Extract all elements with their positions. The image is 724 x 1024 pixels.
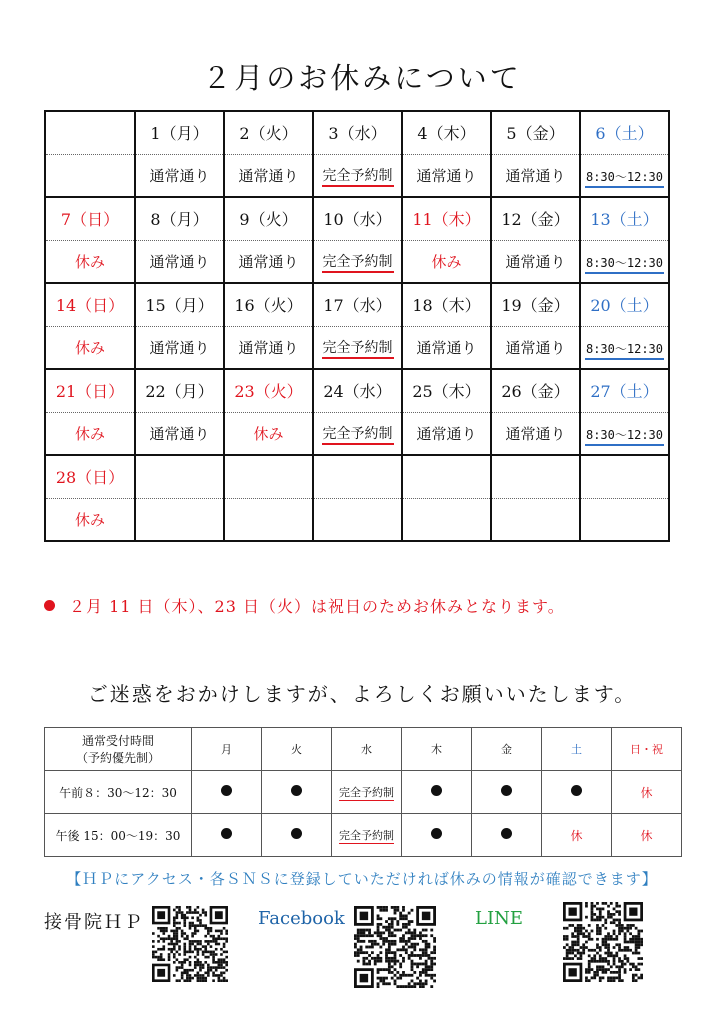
status-normal: 通常通り (505, 338, 566, 357)
calendar-date-cell (135, 111, 224, 154)
calendar-date-row (45, 455, 669, 498)
hours-day-tue: 火 (262, 728, 332, 771)
hours-cell (332, 771, 402, 814)
calendar-info-row (45, 326, 669, 369)
calendar-info-cell (580, 240, 669, 283)
calendar-date-cell (491, 455, 580, 498)
calendar-date-label: 17（水） (323, 296, 392, 316)
calendar-date-cell (45, 455, 135, 498)
calendar-date-row (45, 283, 669, 326)
calendar-date-row (45, 111, 669, 154)
status-closed: 休み (431, 252, 462, 271)
calendar-date-label: 1（月） (150, 124, 209, 144)
calendar-date-label: 16（火） (234, 296, 303, 316)
calendar-info-cell (580, 154, 669, 197)
calendar-info-cell (580, 498, 669, 541)
status-closed: 休み (74, 252, 105, 271)
hours-day-sun-holiday: 日・祝 (612, 728, 682, 771)
calendar-info-cell (224, 498, 313, 541)
hours-header-line2: （予約優先制） (75, 751, 160, 765)
status-saturday-hours: 8:30〜12:30 (585, 170, 664, 188)
calendar-info-cell (313, 240, 402, 283)
calendar-date-label: 20（土） (590, 296, 659, 316)
open-dot-icon (221, 785, 232, 796)
hours-table (44, 727, 682, 857)
calendar-date-cell (491, 283, 580, 326)
open-dot-icon (571, 785, 582, 796)
calendar-date-cell (402, 197, 491, 240)
calendar-date-label: 27（土） (590, 382, 659, 402)
calendar-date-cell (580, 283, 669, 326)
calendar-info-cell (313, 154, 402, 197)
status-closed: 休み (74, 338, 105, 357)
calendar-date-cell (135, 369, 224, 412)
status-normal: 通常通り (149, 166, 210, 185)
closed-mark: 休 (640, 785, 653, 800)
reservation-only-mark: 完全予約制 (339, 786, 394, 799)
qr-code-facebook-icon[interactable] (354, 906, 436, 988)
calendar-info-cell (491, 326, 580, 369)
calendar-info-cell (135, 498, 224, 541)
calendar-date-label: 28（日） (55, 468, 125, 488)
hours-header-label (45, 728, 192, 771)
calendar-date-cell (45, 283, 135, 326)
hours-cell (262, 771, 332, 814)
holiday-note-text: ２月 11 日（木）、23 日（火）は祝日のためお休みとなります。 (69, 597, 565, 616)
status-closed: 休み (74, 510, 105, 529)
open-dot-icon (431, 828, 442, 839)
calendar-date-cell (313, 283, 402, 326)
calendar-date-cell (402, 455, 491, 498)
line-label: LINE (475, 908, 523, 929)
closed-mark: 休 (570, 828, 583, 843)
open-dot-icon (221, 828, 232, 839)
hours-day-sat: 土 (542, 728, 612, 771)
hours-cell (542, 771, 612, 814)
calendar-info-cell (491, 154, 580, 197)
calendar-info-cell (135, 154, 224, 197)
calendar-date-cell (224, 111, 313, 154)
calendar-date-cell (313, 197, 402, 240)
calendar-info-cell (313, 326, 402, 369)
calendar-date-cell (491, 197, 580, 240)
calendar-info-row (45, 240, 669, 283)
calendar-date-cell (224, 197, 313, 240)
calendar-date-label: 14（日） (55, 296, 125, 316)
hours-cell (612, 814, 682, 857)
calendar-date-label: 5（金） (506, 124, 565, 144)
hours-day-mon: 月 (192, 728, 262, 771)
calendar-info-cell (45, 154, 135, 197)
status-normal: 通常通り (416, 166, 477, 185)
calendar-date-cell (580, 197, 669, 240)
calendar-info-cell (402, 412, 491, 455)
calendar-date-label: 10（水） (323, 210, 392, 230)
status-normal: 通常通り (505, 424, 566, 443)
calendar-date-label: 18（木） (412, 296, 481, 316)
calendar-table (44, 110, 670, 542)
calendar-date-cell (402, 369, 491, 412)
reservation-only-mark: 完全予約制 (339, 829, 394, 842)
calendar-date-label: 22（月） (145, 382, 214, 402)
calendar-date-cell (224, 455, 313, 498)
calendar-date-row (45, 369, 669, 412)
hours-cell (612, 771, 682, 814)
calendar-info-cell (224, 412, 313, 455)
calendar-info-cell (45, 498, 135, 541)
hours-day-wed: 水 (332, 728, 402, 771)
hours-row (45, 814, 682, 857)
hours-day-fri: 金 (472, 728, 542, 771)
hours-cell (402, 814, 472, 857)
calendar-info-cell (402, 326, 491, 369)
calendar-info-cell (135, 240, 224, 283)
sns-banner: 【ＨＰにアクセス・各ＳＮＳに登録していただければ休みの情報が確認できます】 (66, 870, 658, 888)
apology-message: ご迷惑をおかけしますが、よろしくお願いいたします。 (87, 682, 637, 706)
status-normal: 通常通り (238, 166, 299, 185)
calendar-date-label: 21（日） (55, 382, 125, 402)
calendar-date-label: 7（日） (60, 210, 120, 230)
calendar-info-cell (224, 240, 313, 283)
hours-cell (332, 814, 402, 857)
calendar-date-label: 13（土） (590, 210, 659, 230)
status-normal: 通常通り (149, 338, 210, 357)
hours-row-label: 午前８：30〜12：30 (45, 771, 192, 814)
calendar-date-cell (224, 283, 313, 326)
calendar-date-label: 6（土） (595, 124, 654, 144)
hours-cell (472, 771, 542, 814)
status-reservation-only: 完全予約制 (322, 426, 394, 445)
status-reservation-only: 完全予約制 (322, 340, 394, 359)
hours-cell (542, 814, 612, 857)
calendar-date-label: 11（木） (412, 210, 481, 230)
hp-label: 接骨院ＨＰ (44, 912, 144, 933)
calendar-date-cell (402, 111, 491, 154)
open-dot-icon (501, 785, 512, 796)
open-dot-icon (501, 828, 512, 839)
facebook-label: Facebook (258, 908, 345, 929)
status-closed: 休み (74, 424, 105, 443)
open-dot-icon (291, 785, 302, 796)
calendar-date-row (45, 197, 669, 240)
qr-code-hp-icon[interactable] (152, 906, 228, 982)
calendar-info-cell (402, 240, 491, 283)
calendar-date-cell (135, 455, 224, 498)
calendar-date-cell (45, 111, 135, 154)
bullet-dot-icon (44, 600, 55, 611)
status-saturday-hours: 8:30〜12:30 (585, 428, 664, 446)
calendar-date-label: 3（水） (328, 124, 387, 144)
calendar-date-label: 15（月） (145, 296, 214, 316)
calendar-date-cell (313, 369, 402, 412)
qr-code-line-icon[interactable] (563, 902, 643, 982)
calendar-info-cell (45, 412, 135, 455)
status-normal: 通常通り (505, 166, 566, 185)
calendar-date-cell (402, 283, 491, 326)
calendar-info-row (45, 154, 669, 197)
status-saturday-hours: 8:30〜12:30 (585, 342, 664, 360)
calendar-info-cell (135, 326, 224, 369)
calendar-info-cell (224, 154, 313, 197)
calendar-info-row (45, 412, 669, 455)
closed-mark: 休 (640, 828, 653, 843)
calendar-date-cell (580, 111, 669, 154)
calendar-date-label: 9（火） (239, 210, 298, 230)
calendar-date-label: 23（火） (234, 382, 303, 402)
hours-cell (402, 771, 472, 814)
calendar-date-cell (580, 455, 669, 498)
calendar-info-cell (491, 412, 580, 455)
status-reservation-only: 完全予約制 (322, 168, 394, 187)
hours-day-thu: 木 (402, 728, 472, 771)
page-title: ２月のお休みについて (202, 61, 522, 95)
status-saturday-hours: 8:30〜12:30 (585, 256, 664, 274)
status-normal: 通常通り (416, 338, 477, 357)
status-normal: 通常通り (505, 252, 566, 271)
calendar-info-cell (313, 498, 402, 541)
calendar-date-label: 25（木） (412, 382, 481, 402)
calendar-info-cell (491, 498, 580, 541)
calendar-date-cell (135, 197, 224, 240)
status-normal: 通常通り (416, 424, 477, 443)
calendar-info-cell (580, 412, 669, 455)
calendar-date-cell (224, 369, 313, 412)
calendar-date-label: 24（水） (323, 382, 392, 402)
calendar-date-label: 2（火） (239, 124, 298, 144)
hours-cell (472, 814, 542, 857)
open-dot-icon (291, 828, 302, 839)
hours-row-label: 午後 15：00〜19：30 (45, 814, 192, 857)
hours-header-line1: 通常受付時間 (81, 734, 154, 748)
status-normal: 通常通り (238, 252, 299, 271)
calendar-info-cell (580, 326, 669, 369)
status-reservation-only: 完全予約制 (322, 254, 394, 273)
calendar-info-row (45, 498, 669, 541)
calendar-date-label: 4（木） (417, 124, 476, 144)
hours-row (45, 771, 682, 814)
calendar-info-cell (45, 240, 135, 283)
calendar-date-label: 12（金） (501, 210, 570, 230)
hours-cell (192, 814, 262, 857)
calendar-info-cell (402, 154, 491, 197)
calendar-date-cell (491, 111, 580, 154)
calendar-info-cell (224, 326, 313, 369)
status-normal: 通常通り (149, 252, 210, 271)
calendar-date-cell (313, 111, 402, 154)
hours-cell (262, 814, 332, 857)
calendar-date-cell (491, 369, 580, 412)
calendar-date-cell (45, 369, 135, 412)
open-dot-icon (431, 785, 442, 796)
calendar-date-cell (135, 283, 224, 326)
hours-header-row (45, 728, 682, 771)
calendar-date-label: 8（月） (150, 210, 209, 230)
status-normal: 通常通り (238, 338, 299, 357)
hours-cell (192, 771, 262, 814)
calendar-info-cell (135, 412, 224, 455)
calendar-date-cell (580, 369, 669, 412)
calendar-info-cell (313, 412, 402, 455)
calendar-date-cell (45, 197, 135, 240)
calendar-date-label: 19（金） (501, 296, 570, 316)
calendar-info-cell (402, 498, 491, 541)
calendar-info-cell (491, 240, 580, 283)
status-normal: 通常通り (149, 424, 210, 443)
holiday-note (44, 594, 565, 617)
calendar-date-cell (313, 455, 402, 498)
status-closed: 休み (253, 424, 284, 443)
calendar-info-cell (45, 326, 135, 369)
calendar-date-label: 26（金） (501, 382, 570, 402)
